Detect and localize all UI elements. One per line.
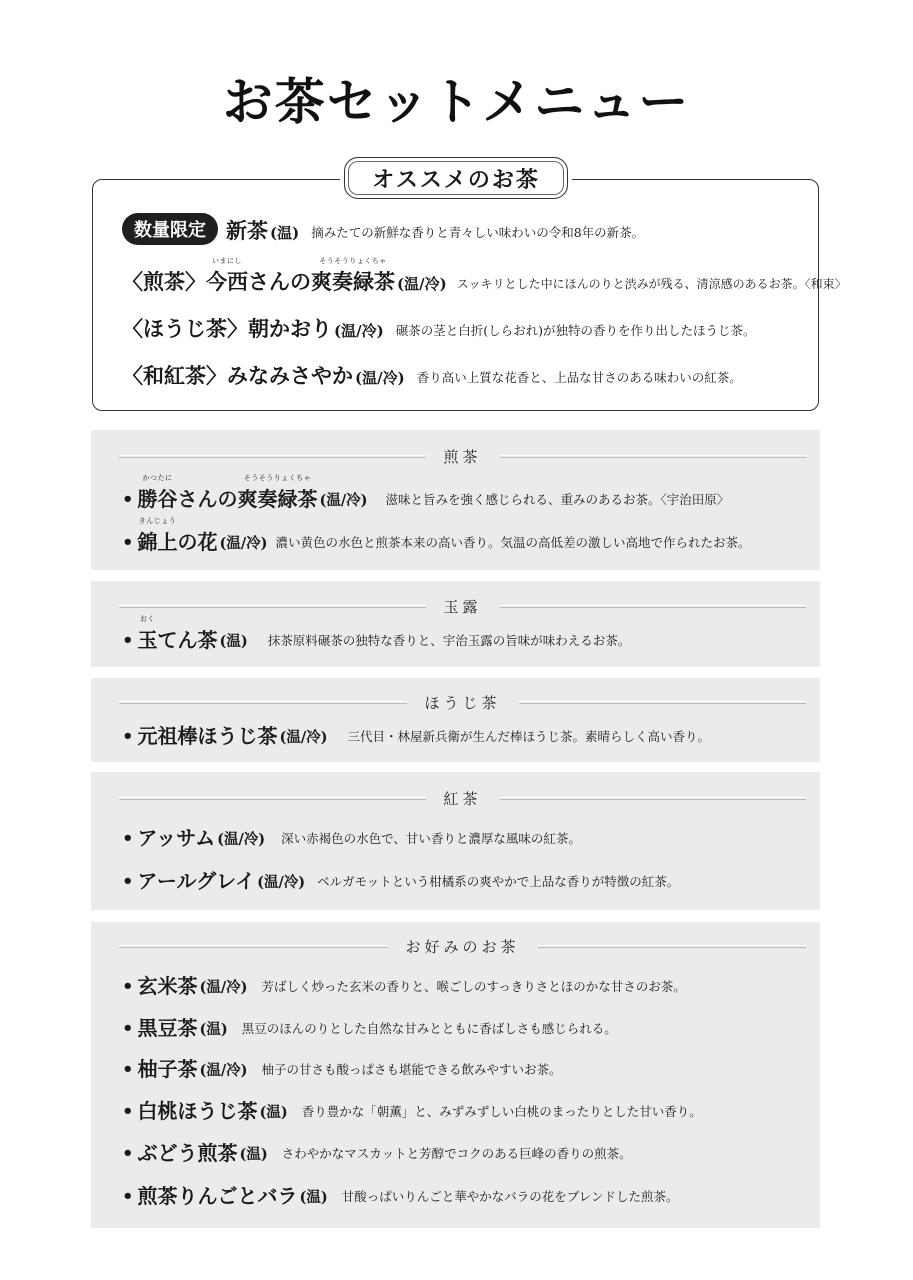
item-desc: 黒豆のほんのりとした自然な甘みとともに香ばしさも感じられる。 [241,1021,617,1036]
item-temp: (温/冷) [334,322,384,340]
item-name: 爽奏緑茶 [311,269,395,294]
item-desc: 香り豊かな「朝薫」と、みずみずしい白桃のまったりとした甘い香り。 [301,1104,702,1119]
item-name: 錦上 [137,530,178,554]
bullet-icon: • [122,828,134,849]
category-header [119,596,806,616]
item-temp: (温/冷) [217,831,266,848]
item-temp: (温/冷) [199,1062,248,1079]
item-name: 〈ほうじ茶〉朝かおり [122,316,332,341]
bullet-icon: • [122,871,134,892]
item-name: アッサム [137,826,216,850]
item-name: アールグレイ [137,869,256,893]
item-temp: (温) [299,1189,328,1206]
item-name: 今西 [206,269,248,294]
bullet-icon: • [122,532,134,553]
item-temp: (温) [219,633,248,650]
item-desc: 抹茶原料碾茶の独特な香りと、宇治玉露の旨味が味わえるお茶。 [267,633,631,648]
item-desc: 滋味と旨みを強く感じられる、重みのあるお茶。〈宇治田原〉 [385,492,730,507]
item-name: 玉 [137,628,158,652]
item-name: 柚子茶 [137,1057,198,1081]
item-name: 〈和紅茶〉みなみさやか [122,363,353,388]
item-name: 白桃ほうじ茶 [137,1099,258,1123]
category-header [119,936,806,956]
item-temp: (温/冷) [319,492,368,509]
item-name: 煎茶りんごとバラ [137,1184,298,1208]
item-name: さんの [177,487,238,511]
bullet-icon: • [122,1101,134,1122]
item-desc: さわやかなマスカットと芳醇でコクのある巨峰の香りの煎茶。 [281,1146,632,1161]
bullet-icon: • [122,630,134,651]
item-name: 新茶 [226,218,268,243]
menu-item [122,1180,678,1209]
recommended-item [122,360,742,390]
bullet-icon: • [122,1186,134,1207]
menu-item [122,1095,702,1124]
item-temp: (温/冷) [199,979,248,996]
category-label: ほうじ茶 [424,693,501,712]
item-desc: 濃い黄色の水色と煎茶本来の高い香り。気温の高低差の激しい高地で作られたお茶。 [275,535,751,550]
item-temp: (温/冷) [279,729,328,746]
bullet-icon: • [122,489,134,510]
item-desc: スッキリとした中にほんのりと渋みが残る、清涼感のあるお茶。〈和束〉 [456,277,847,291]
item-temp: (温/冷) [257,874,306,891]
bullet-icon: • [122,1059,134,1080]
item-desc: 碾茶の茎と白折(しらおれ)が独特の香りを作り出したほうじ茶。 [395,323,756,338]
ruby: おく [140,615,156,623]
category-label: 紅茶 [443,789,482,808]
item-desc: 柚子の甘さも酸っぱさも堪能できる飲みやすいお茶。 [261,1062,562,1077]
item-temp: (温) [199,1021,228,1038]
menu-item [122,517,751,555]
ruby: いまにし [212,257,242,265]
category-header [119,446,806,466]
item-name: 爽奏緑茶 [237,487,318,511]
bullet-icon: • [122,976,134,997]
recommended-item [122,257,847,296]
item-desc: 香り高い上質な花香と、上品な甘さのある味わいの紅茶。 [416,370,742,385]
menu-item [122,1137,632,1166]
item-name: 玄米茶 [137,974,198,998]
item-name: ぶどう煎茶 [137,1141,238,1165]
bullet-icon: • [122,726,134,747]
category-header [119,692,806,712]
recommended-item [122,313,755,343]
menu-item [122,720,710,749]
page-title: お茶セットメニュー [222,72,691,131]
ruby: そうそうりょくちゃ [243,474,312,482]
recommended-header [340,153,572,203]
limited-badge: 数量限定 [122,213,218,245]
item-name: の花 [177,530,218,554]
ruby: そうそうりょくちゃ [319,257,387,265]
item-desc: ベルガモットという柑橘系の爽やかで上品な香りが特徴の紅茶。 [317,874,680,889]
ruby: かつたに [142,474,173,482]
ruby: きんじょう [138,517,177,525]
item-name: 元祖棒ほうじ茶 [137,724,278,748]
item-name: てん茶 [157,628,218,652]
category-header [119,788,806,808]
menu-item [122,1053,562,1082]
item-desc: 芳ばしく炒った玄米の香りと、喉ごしのすっきりさとほのかな甘さのお茶。 [261,979,686,994]
item-desc: 摘みたての新鮮な香りと青々しい味わいの令和8年の新茶。 [311,225,645,240]
bullet-icon: • [122,1018,134,1039]
menu-item [122,1012,617,1041]
item-temp: (温) [239,1146,268,1163]
item-temp: (温) [259,1104,288,1121]
category-label: 玉露 [443,597,482,616]
recommended-header-label: オススメのお茶 [372,166,540,193]
menu-item [122,865,679,894]
menu-item [122,970,686,999]
item-prefix: 〈煎茶〉 [122,269,206,294]
item-desc: 深い赤褐色の水色で、甘い香りと濃厚な風味の紅茶。 [281,831,581,846]
item-name: さんの [248,269,311,294]
bullet-icon: • [122,1143,134,1164]
menu-item [122,615,631,653]
category-label: 煎茶 [443,447,482,466]
item-desc: 甘酸っぱいりんごと華やかなバラの花をブレンドした煎茶。 [341,1189,679,1204]
recommended-item [122,213,644,245]
item-name: 勝谷 [137,487,178,511]
item-temp: (温) [270,224,300,242]
menu-item [122,474,730,512]
item-temp: (温/冷) [219,535,268,552]
item-desc: 三代目・林屋新兵衛が生んだ棒ほうじ茶。素晴らしく高い香り。 [347,729,711,744]
item-temp: (温/冷) [397,275,447,293]
category-label: お好みのお茶 [405,937,520,956]
menu-item [122,822,581,851]
item-temp: (温/冷) [355,369,405,387]
item-name: 黒豆茶 [137,1016,198,1040]
